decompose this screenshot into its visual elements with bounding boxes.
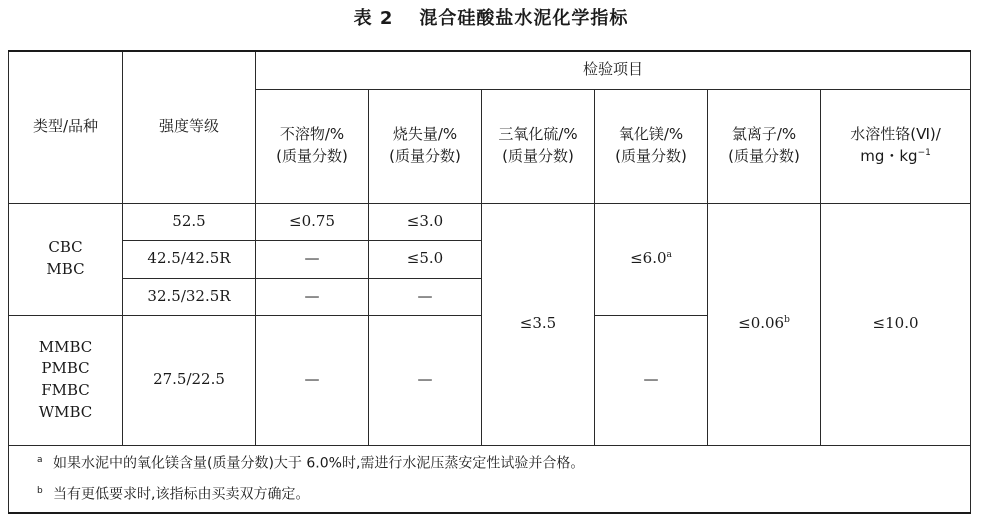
header-so3: 三氧化硫/% (质量分数) [482, 89, 595, 203]
row-types-group1: CBC MBC [9, 203, 123, 315]
cell-chromium: ≤10.0 [821, 203, 971, 445]
cell-mgo-lower: — [595, 315, 708, 445]
header-loss: 烧失量/% (质量分数) [369, 89, 482, 203]
cell-grade: 32.5/32.5R [123, 278, 256, 315]
note-b: b 当有更低要求时,该指标由买卖双方确定。 [37, 486, 310, 503]
header-insoluble: 不溶物/% (质量分数) [256, 89, 369, 203]
cell-insoluble: — [256, 278, 369, 315]
cell-loss: — [369, 278, 482, 315]
cell-mgo-upper: ≤6.0$^a$ [595, 203, 708, 315]
cell-insoluble: ≤0.75 [256, 203, 369, 240]
note-a: a 如果水泥中的氧化镁含量(质量分数)大于 6.0%时,需进行水泥压蒸安定性试验并合格。 [37, 454, 585, 472]
cell-grade: 42.5/42.5R [123, 240, 256, 278]
header-chloride: 氯离子/% (质量分数) [708, 89, 821, 203]
header-test-items: 检验项目 [256, 51, 971, 89]
cell-grade: 27.5/22.5 [123, 315, 256, 445]
cell-grade: 52.5 [123, 203, 256, 240]
table-caption: 混合硅酸盐水泥化学指标 [419, 8, 629, 29]
cell-insoluble: — [256, 240, 369, 278]
cell-so3: ≤3.5 [482, 203, 595, 445]
header-chromium: 水溶性铬(Ⅵ)/ mg・$kg^{-1}$ [821, 89, 971, 203]
header-grade: 强度等级 [123, 51, 256, 203]
row-types-group2: MMBC PMBC FMBC WMBC [9, 315, 123, 445]
table-title [0, 4, 982, 30]
table-notes [9, 445, 971, 513]
table-number: 表 2 [353, 8, 394, 29]
cell-loss: ≤3.0 [369, 203, 482, 240]
cell-loss: — [369, 315, 482, 445]
header-category: 类型/品种 [9, 51, 123, 203]
cell-loss: ≤5.0 [369, 240, 482, 278]
cell-chloride: ≤0.06$^b$ [708, 203, 821, 445]
cell-insoluble: — [256, 315, 369, 445]
chemical-index-table [8, 50, 971, 514]
header-mgo: 氧化镁/% (质量分数) [595, 89, 708, 203]
